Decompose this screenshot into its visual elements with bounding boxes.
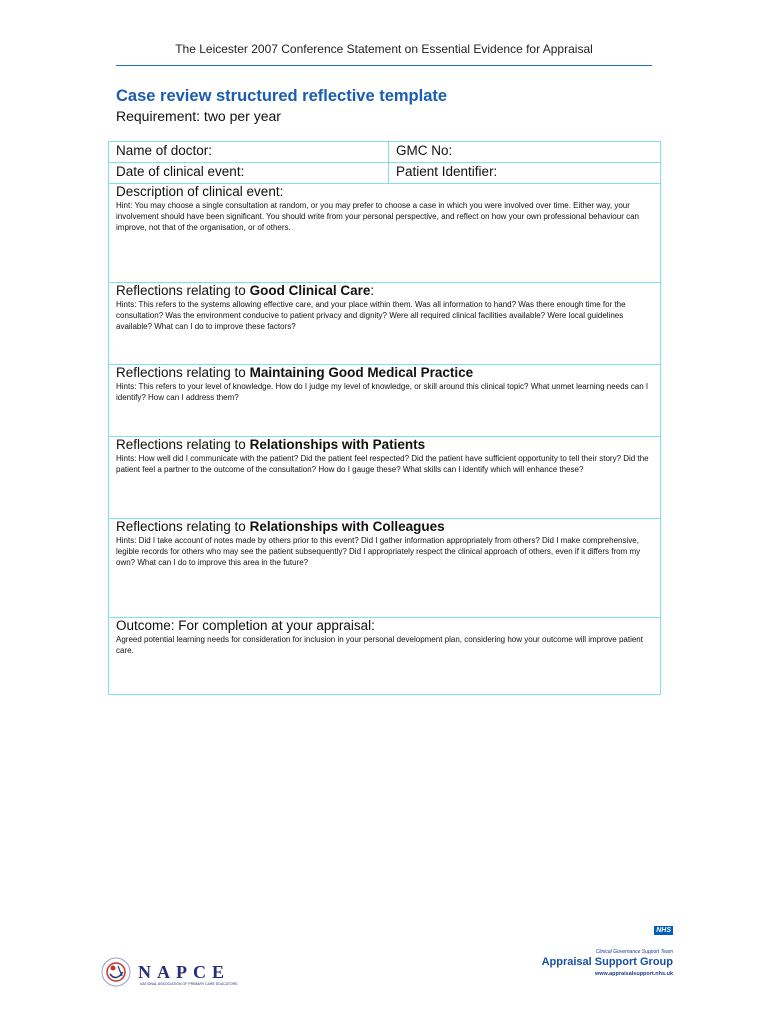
reflection-prefix: Reflections relating to — [116, 437, 250, 452]
reflection-patients-field[interactable] — [109, 437, 661, 519]
patient-identifier-field[interactable] — [389, 163, 661, 184]
date-of-event-field[interactable] — [109, 163, 389, 184]
gmc-no-label: GMC No: — [396, 143, 453, 158]
reflection-row — [109, 283, 661, 365]
reflection-heading — [116, 519, 660, 534]
nhs-badge: NHS — [656, 927, 671, 934]
description-row — [109, 184, 661, 283]
website-link[interactable]: www.appraisalsupport.nhs.uk — [594, 971, 673, 977]
gmc-no-field[interactable] — [389, 142, 661, 163]
document-title: Case review structured reflective template — [116, 87, 448, 105]
reflection-topic: Relationships with Colleagues — [249, 519, 445, 534]
outcome-row — [109, 618, 661, 695]
reflective-template-table — [108, 141, 661, 695]
reflection-good-medical-practice-field[interactable] — [109, 365, 661, 437]
doctor-row — [109, 142, 661, 163]
napce-wordmark: NAPCE — [138, 962, 230, 982]
appraisal-support-logo — [540, 924, 675, 994]
reflection-row — [109, 437, 661, 519]
reflection-hint: Hints: This refers to the systems allowing effective care, and your place within them. Was all information to hand? Was there enough time for the consultation? Was the environment conducive to patient privacy and dignity? Were all required clinical facilities available? Were local guidelines available? What can I do to improve these factors? — [116, 300, 626, 331]
reflection-prefix: Reflections relating to — [116, 519, 250, 534]
napce-emblem-icon — [96, 954, 136, 994]
reflection-topic: Good Clinical Care — [249, 283, 371, 298]
napce-subtitle: NATIONAL ASSOCIATION OF PRIMARY CARE EDUCATORS — [140, 982, 238, 986]
reflection-topic: Relationships with Patients — [249, 437, 426, 452]
outcome-label: Outcome: For completion at your appraisal: — [116, 618, 375, 633]
page-header: The Leicester 2007 Conference Statement on Essential Evidence for Appraisal — [175, 42, 593, 56]
reflection-row — [109, 365, 661, 437]
reflection-prefix: Reflections relating to — [116, 365, 250, 380]
description-hint: Hint: You may choose a single consultation at random, or you may prefer to choose a case in which you were involved over time. Either way, your involvement should have been significant. You should write from your personal perspective, and reflect on how your own professional behaviour can improve, not that of the organisation, or of others. — [116, 201, 639, 232]
reflection-heading — [116, 365, 660, 380]
description-label: Description of clinical event: — [116, 184, 284, 199]
description-field[interactable] — [109, 184, 661, 283]
team-name: Clinical Governance Support Team — [595, 949, 673, 955]
requirement-text: Requirement: two per year — [116, 108, 281, 124]
reflection-hint: Hints: Did I take account of notes made by others prior to this event? Did I gather information appropriately from others? Did I make comprehensive, legible records for others who may see the patient subsequently? Did I appropriately respect the clinical approach of others, even if it differs from my own? What can I do to improve this area in the future? — [116, 536, 641, 567]
patient-identifier-label: Patient Identifier: — [396, 164, 498, 179]
reflection-heading — [116, 437, 660, 452]
name-of-doctor-label: Name of doctor: — [116, 143, 213, 158]
outcome-hint: Agreed potential learning needs for consideration for inclusion in your personal development plan, considering how your outcome will improve patient care. — [116, 635, 643, 655]
reflection-heading — [116, 283, 660, 298]
reflection-prefix: Reflections relating to — [116, 283, 250, 298]
reflection-colleagues-field[interactable] — [109, 519, 661, 618]
reflection-hint: Hints: How well did I communicate with the patient? Did the patient feel respected? Did the patient have sufficient opportunity to tell their story? Did the patient feel a partner to the outcome of the consultation? How do I gauge these? What skills can I identify which will enhance these? — [116, 454, 649, 474]
date-of-event-label: Date of clinical event: — [116, 164, 245, 179]
reflection-row — [109, 519, 661, 618]
header-divider — [116, 65, 652, 66]
event-row — [109, 163, 661, 184]
reflection-good-clinical-care-field[interactable] — [109, 283, 661, 365]
outcome-field[interactable] — [109, 618, 661, 695]
name-of-doctor-field[interactable] — [109, 142, 389, 163]
group-name: Appraisal Support Group — [541, 956, 673, 968]
reflection-hint: Hints: This refers to your level of knowledge. How do I judge my level of knowledge, or skill around this clinical topic? What unmet learning needs can I identify? How can I address them? — [116, 382, 649, 402]
reflection-suffix: : — [370, 283, 375, 298]
reflection-topic: Maintaining Good Medical Practice — [249, 365, 474, 380]
napce-logo — [96, 954, 256, 994]
